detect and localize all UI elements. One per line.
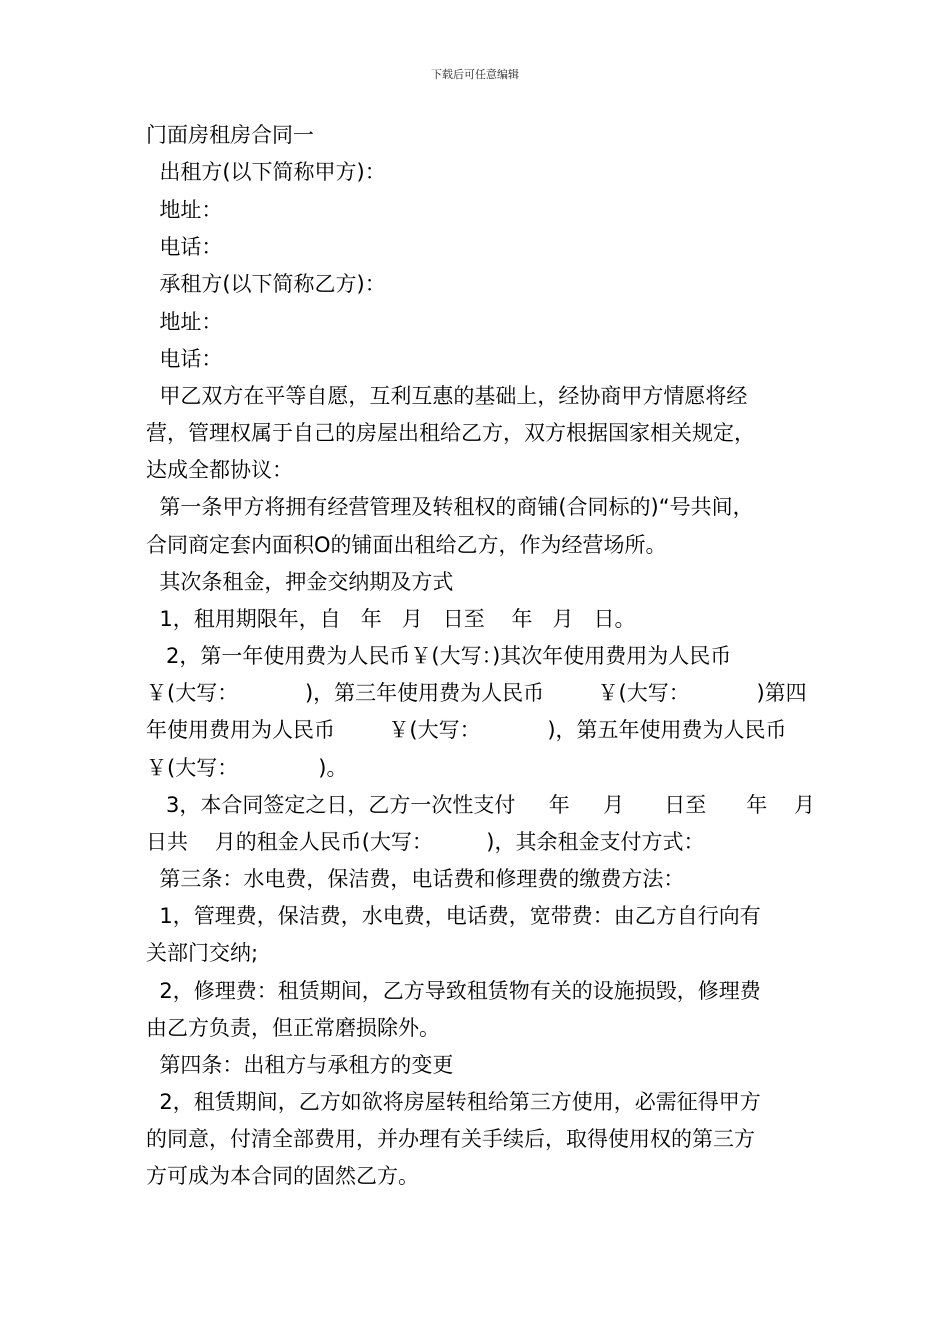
text-line: 地址：: [146, 198, 223, 222]
text-line: 方可成为本合同的固然乙方。: [146, 1164, 419, 1188]
text-line: 电话：: [146, 347, 223, 371]
text-line: 电话：: [146, 235, 223, 259]
text-line: 第三条：水电费，保洁费，电话费和修理费的缴费方法：: [146, 867, 685, 891]
text-line: 日共 月的租金人民币(大写： )，其余租金支付方式：: [146, 830, 705, 854]
text-line: 地址：: [146, 310, 223, 334]
text-line: 2，第一年使用费为人民币￥(大写：)其次年使用费用为人民币: [146, 644, 732, 668]
text-line: ￥(大写： )，第三年使用费为人民币 ￥(大写： )第四: [146, 681, 807, 705]
text-line: 合同商定套内面积O的铺面出租给乙方，作为经营场所。: [146, 533, 667, 557]
page-header: 下载后可任意编辑: [431, 68, 519, 81]
text-line: 其次条租金，押金交纳期及方式: [146, 570, 454, 594]
text-line: 达成全都协议：: [146, 458, 293, 482]
text-line: 第一条甲方将拥有经营管理及转租权的商铺(合同标的)“号共间，: [146, 495, 754, 519]
text-line: 承租方(以下简称乙方)：: [146, 272, 386, 296]
document-title: 门面房租房合同一: [146, 123, 314, 147]
text-line: 由乙方负责，但正常磨损除外。: [146, 1016, 440, 1040]
text-line: ￥(大写： )。: [146, 756, 348, 780]
text-line: 关部门交纳;: [146, 941, 259, 965]
text-line: 出租方(以下简称甲方)：: [146, 160, 386, 184]
text-line: 第四条：出租方与承租方的变更: [146, 1053, 454, 1077]
text-line: 年使用费用为人民币 ￥(大写： )，第五年使用费为人民币: [146, 718, 787, 742]
text-line: 的同意，付清全部费用，并办理有关手续后，取得使用权的第三方: [146, 1127, 755, 1151]
text-line: 3，本合同签定之日，乙方一次性支付 年 月 日至 年 月: [146, 793, 815, 817]
text-line: 营，管理权属于自己的房屋出租给乙方，双方根据国家相关规定，: [146, 421, 755, 445]
text-line: 1，租用期限年，自 年 月 日至 年 月 日。: [146, 607, 636, 631]
text-line: 甲乙双方在平等自愿，互利互惠的基础上，经协商甲方情愿将经: [146, 384, 748, 408]
text-line: 1，管理费，保洁费，水电费，电话费，宽带费：由乙方自行向有: [146, 904, 761, 928]
text-line: 2，租赁期间，乙方如欲将房屋转租给第三方使用，必需征得甲方: [146, 1090, 761, 1114]
text-line: 2，修理费：租赁期间，乙方导致租赁物有关的设施损毁，修理费: [146, 979, 761, 1003]
